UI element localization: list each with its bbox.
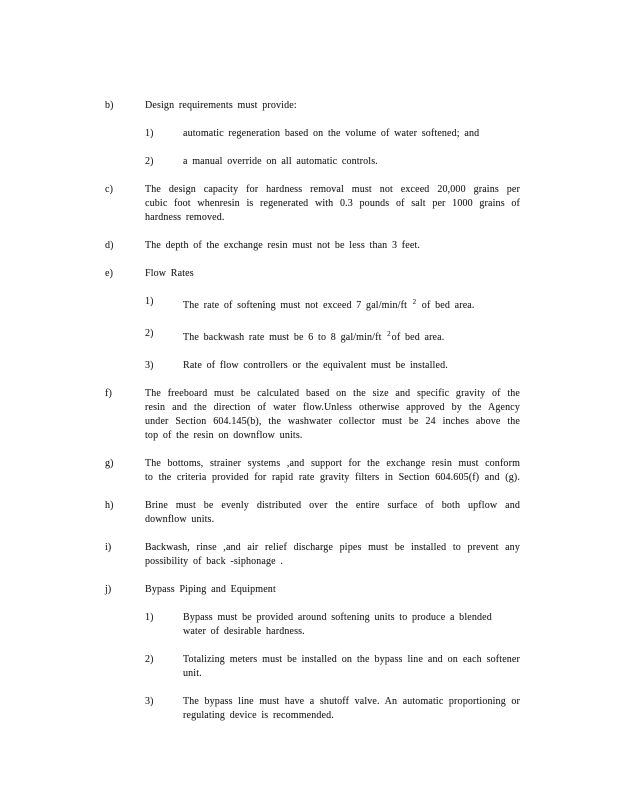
- line: The design capacity for hardness removal must not exceed 20,000 grains per: [145, 184, 520, 195]
- item-i: [105, 541, 520, 569]
- item-f: [105, 387, 520, 443]
- item-text: [145, 457, 520, 485]
- item-text: [145, 183, 520, 225]
- item-label: j): [105, 584, 112, 595]
- line-text: The backwash rate must be 6 to 8 gal/min/ft: [183, 332, 387, 343]
- item-b-1: [145, 127, 520, 141]
- item-text: [145, 499, 520, 527]
- item-label: i): [105, 542, 112, 553]
- item-label: 1): [145, 612, 154, 623]
- item-label: 1): [145, 296, 154, 307]
- item-text: [145, 583, 520, 597]
- line: unit.: [183, 668, 202, 679]
- line: The depth of the exchange resin must not be less than 3 feet.: [145, 240, 421, 251]
- item-label: e): [105, 268, 114, 279]
- item-text: [145, 541, 520, 569]
- item-text: [145, 99, 520, 113]
- item-text: [183, 359, 520, 373]
- item-h: [105, 499, 520, 527]
- item-text: [183, 327, 520, 345]
- item-j-1: [145, 611, 520, 639]
- line: Bypass must be provided around softening units to produce a blended: [183, 612, 492, 623]
- line: Flow Rates: [145, 268, 194, 279]
- item-text: [183, 127, 520, 141]
- superscript: 2: [412, 298, 417, 306]
- item-label: g): [105, 458, 114, 469]
- line: hardness removed.: [145, 212, 225, 223]
- item-label: f): [105, 388, 112, 399]
- line: automatic regeneration based on the volume of water softened; and: [183, 128, 480, 139]
- line: resin and the direction of water flow.Unless otherwise approved by the Agency: [145, 402, 520, 413]
- item-label: 1): [145, 128, 154, 139]
- line: Design requirements must provide:: [145, 100, 297, 111]
- item-text: [145, 239, 520, 253]
- item-d: [105, 239, 520, 253]
- item-text: [183, 611, 520, 639]
- item-j-3: [145, 695, 520, 723]
- line: Brine must be evenly distributed over the entire surface of both upflow and: [145, 500, 520, 511]
- line-text: The rate of softening must not exceed 7 gal/min/ft: [183, 300, 412, 311]
- item-text: [183, 295, 520, 313]
- item-text: [183, 695, 520, 723]
- line-text: of bed area.: [391, 332, 445, 343]
- item-label: 2): [145, 156, 154, 167]
- item-g: [105, 457, 520, 485]
- item-label: 2): [145, 328, 154, 339]
- item-text: [145, 387, 520, 443]
- line: The bypass line must have a shutoff valve. An automatic proportioning or: [183, 696, 520, 707]
- item-label: c): [105, 184, 114, 195]
- item-j-2: [145, 653, 520, 681]
- line: cubic foot whenresin is regenerated with 0.3 pounds of salt per 1000 grains of: [145, 198, 520, 209]
- line: [183, 327, 520, 345]
- item-b: [105, 99, 520, 113]
- item-text: [183, 653, 520, 681]
- line: The freeboard must be calculated based on the size and specific gravity of the: [145, 388, 520, 399]
- line: downflow units.: [145, 514, 215, 525]
- item-e-3: [145, 359, 520, 373]
- item-e-2: [145, 327, 520, 345]
- line: Backwash, rinse ,and air relief discharge pipes must be installed to prevent any: [145, 542, 520, 553]
- superscript: 2: [387, 330, 391, 338]
- item-label: h): [105, 500, 114, 511]
- line: a manual override on all automatic controls.: [183, 156, 378, 167]
- item-label: 2): [145, 654, 154, 665]
- line: under Section 604.145(b), the washwater collector must be 24 inches above the: [145, 416, 520, 427]
- item-label: b): [105, 100, 114, 111]
- item-label: d): [105, 240, 114, 251]
- line: Bypass Piping and Equipment: [145, 584, 276, 595]
- item-text: [145, 267, 520, 281]
- item-j: [105, 583, 520, 597]
- item-label: 3): [145, 696, 154, 707]
- item-e-1: [145, 295, 520, 313]
- line-text: of bed area.: [417, 300, 475, 311]
- line: possibility of back -siphonage .: [145, 556, 284, 567]
- item-label: 3): [145, 360, 154, 371]
- item-e: [105, 267, 520, 281]
- line: Totalizing meters must be installed on the bypass line and on each softener: [183, 654, 520, 665]
- line: water of desirable hardness.: [183, 626, 305, 637]
- item-b-2: [145, 155, 520, 169]
- document-content: [105, 99, 520, 737]
- line: Rate of flow controllers or the equivalent must be installed.: [183, 360, 448, 371]
- item-c: [105, 183, 520, 225]
- line: [183, 295, 520, 313]
- line: The bottoms, strainer systems ,and support for the exchange resin must conform: [145, 458, 520, 469]
- item-text: [183, 155, 520, 169]
- line: top of the resin on downflow units.: [145, 430, 303, 441]
- line: regulating device is recommended.: [183, 710, 334, 721]
- line: to the criteria provided for rapid rate gravity filters in Section 604.605(f) and (g).: [145, 472, 520, 483]
